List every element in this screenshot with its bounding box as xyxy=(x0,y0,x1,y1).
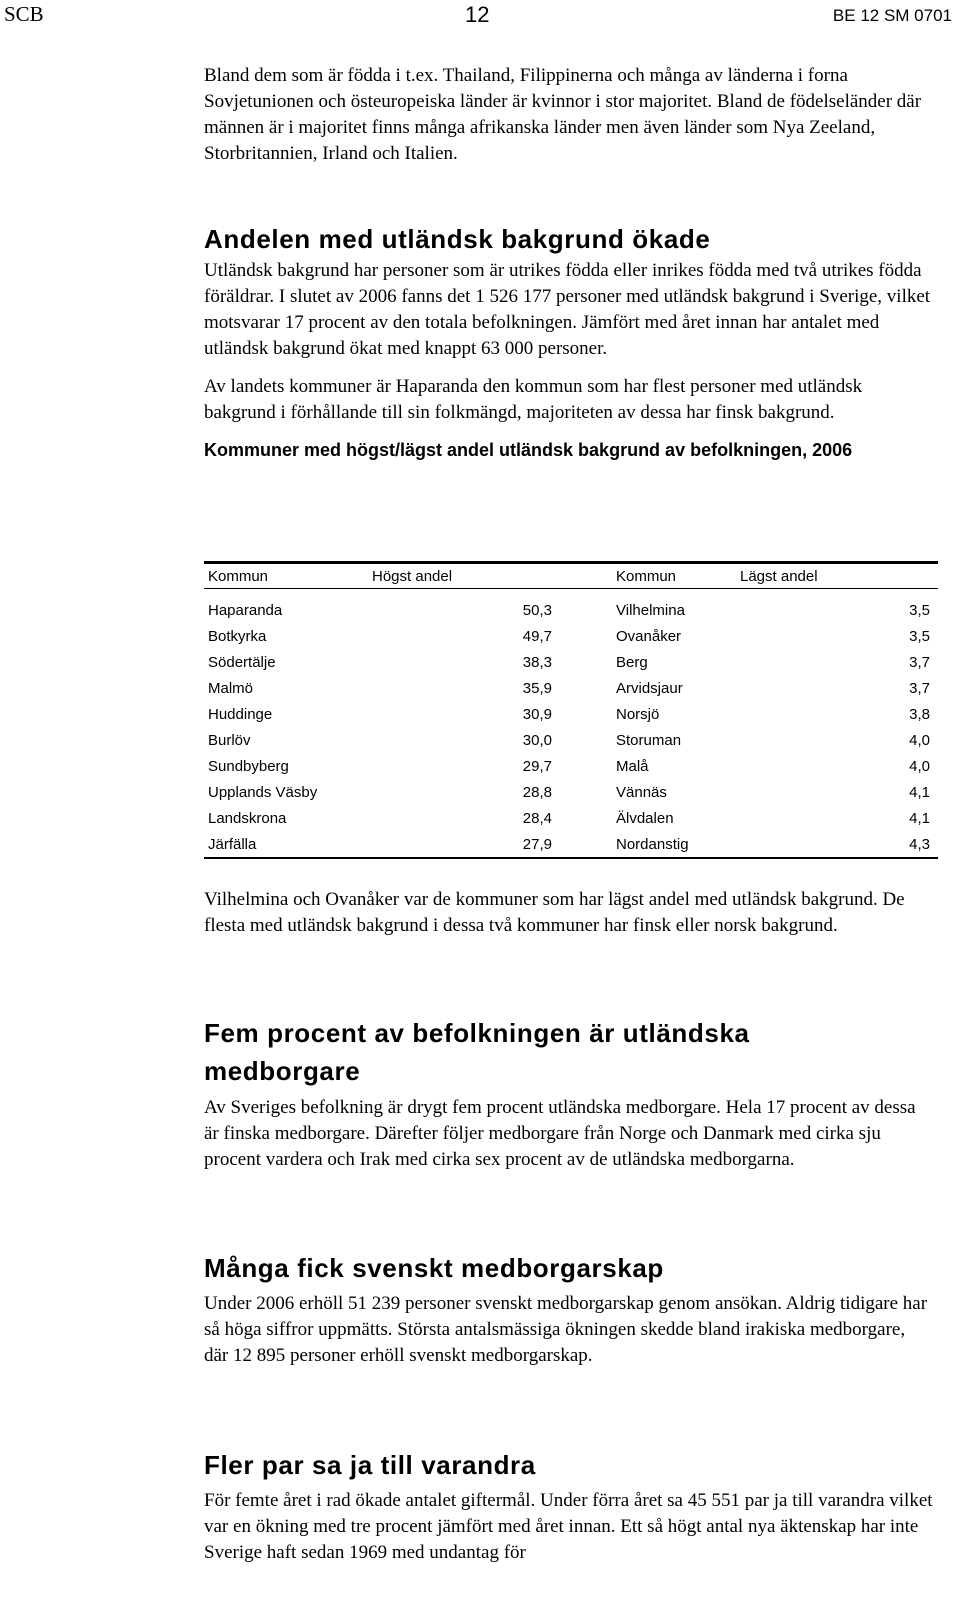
table-row xyxy=(204,753,938,779)
intro-block xyxy=(204,63,934,167)
section-heading: Fem procent av befolkningen är utländska medborgare xyxy=(204,1018,750,1086)
table-row xyxy=(204,701,938,727)
table-header-row xyxy=(204,564,938,588)
table-row xyxy=(204,727,938,753)
section-paragraph: Under 2006 erhöll 51 239 personer svenskt medborgarskap genom ansökan. Aldrig tidigare har så höga siffror uppmätts. Största antalsmässiga ökningen skedde bland irakiska medborgare, där 12 895 personer erhöll svenskt medborgarskap. xyxy=(204,1293,928,1366)
section-utlandsk-bakgrund xyxy=(204,220,934,463)
cell-kommun-hogst: Haparanda xyxy=(208,601,283,619)
cell-hogst-andel: 28,8 xyxy=(522,783,552,801)
section-paragraph: Av Sveriges befolkning är drygt fem procent utländska medborgare. Hela 17 procent av dessa är finska medborgare. Därefter följer medborgare från Norge och Danmark med cirka sju procent vardera och Irak med cirka sex procent av de utländska medborgarna. xyxy=(204,1097,916,1170)
table-bottom-rule xyxy=(204,857,938,859)
section-paragraph: För femte året i rad ökade antalet giftermål. Under förra året sa 45 551 par ja till varandra vilket var en ökning med tre procent jämfört med året innan. Ett så högt antal nya äktenskap har inte Sverige haft sedan 1969 med undantag för xyxy=(204,1490,933,1563)
cell-lagst-andel: 3,8 xyxy=(909,705,930,723)
cell-lagst-andel: 4,1 xyxy=(909,783,930,801)
table-row xyxy=(204,597,938,623)
cell-kommun-lagst: Vilhelmina xyxy=(616,601,685,619)
cell-lagst-andel: 4,3 xyxy=(909,835,930,853)
kommuner-table xyxy=(204,561,938,859)
data-table xyxy=(204,564,938,588)
cell-kommun-hogst: Södertälje xyxy=(208,653,276,671)
table-row xyxy=(204,623,938,649)
cell-hogst-andel: 49,7 xyxy=(522,627,552,645)
cell-hogst-andel: 28,4 xyxy=(522,809,552,827)
intro-paragraph: Bland dem som är födda i t.ex. Thailand, Filippinerna och många av länderna i forna Sovjetunionen och östeuropeiska länder är kvinnor i stor majoritet. Bland de födelseländer där männen är i majoritet finns många afrikanska länder men även länder som Nya Zeeland, Storbritannien, Irland och Italien. xyxy=(204,65,922,164)
after-table-block xyxy=(204,887,934,939)
cell-kommun-hogst: Huddinge xyxy=(208,705,273,723)
table-row xyxy=(204,831,938,857)
cell-kommun-hogst: Botkyrka xyxy=(208,627,267,645)
table-title: Kommuner med högst/lägst andel utländsk bakgrund av befolkningen, 2006 xyxy=(204,440,853,460)
cell-kommun-hogst: Upplands Väsby xyxy=(208,783,318,801)
cell-hogst-andel: 35,9 xyxy=(522,679,552,697)
cell-lagst-andel: 3,7 xyxy=(909,653,930,671)
cell-kommun-lagst: Berg xyxy=(616,653,648,671)
data-table-body xyxy=(204,589,938,857)
section-giftermal xyxy=(204,1446,934,1566)
cell-lagst-andel: 4,0 xyxy=(909,731,930,749)
cell-hogst-andel: 38,3 xyxy=(522,653,552,671)
cell-kommun-hogst: Järfälla xyxy=(208,835,257,853)
section-heading: Fler par sa ja till varandra xyxy=(204,1450,536,1480)
column-header: Kommun xyxy=(616,567,677,585)
column-header: Kommun xyxy=(208,567,269,585)
cell-kommun-hogst: Malmö xyxy=(208,679,254,697)
cell-kommun-lagst: Vännäs xyxy=(616,783,667,801)
header-report-code: BE 12 SM 0701 xyxy=(832,6,952,25)
section-utlandska-medborgare xyxy=(204,1014,854,1090)
cell-lagst-andel: 4,0 xyxy=(909,757,930,775)
section-paragraph: Utländsk bakgrund har personer som är utrikes födda eller inrikes födda med två utrikes födda föräldrar. I slutet av 2006 fanns det 1 526 177 personer med utländsk bakgrund i Sverige, vilket motsvarar 17 procent av den totala befolkningen. Jämfört med året innan har antalet med utländsk bakgrund ökat med knappt 63 000 personer. xyxy=(204,260,931,359)
section-heading: Många fick svenskt medborgarskap xyxy=(204,1253,664,1283)
column-header: Lägst andel xyxy=(740,567,818,585)
cell-kommun-lagst: Nordanstig xyxy=(616,835,689,853)
cell-hogst-andel: 30,0 xyxy=(522,731,552,749)
section-paragraph: Av landets kommuner är Haparanda den kommun som har flest personer med utländsk bakgrund i förhållande till sin folkmängd, majoriteten av dessa har finsk bakgrund. xyxy=(204,376,863,423)
table-row xyxy=(204,805,938,831)
section-medborgarskap xyxy=(204,1249,934,1369)
cell-hogst-andel: 27,9 xyxy=(522,835,552,853)
column-header: Högst andel xyxy=(372,567,453,585)
cell-hogst-andel: 50,3 xyxy=(522,601,552,619)
cell-kommun-lagst: Älvdalen xyxy=(616,809,674,827)
after-table-paragraph: Vilhelmina och Ovanåker var de kommuner som har lägst andel med utländsk bakgrund. De flesta med utländsk bakgrund i dessa två kommuner har finsk eller norsk bakgrund. xyxy=(204,889,905,936)
cell-lagst-andel: 3,7 xyxy=(909,679,930,697)
cell-hogst-andel: 30,9 xyxy=(522,705,552,723)
cell-kommun-lagst: Norsjö xyxy=(616,705,660,723)
cell-kommun-lagst: Malå xyxy=(616,757,649,775)
header-publisher: SCB xyxy=(4,2,44,26)
page-number: 12 xyxy=(465,2,490,27)
cell-kommun-hogst: Sundbyberg xyxy=(208,757,289,775)
section-utlandska-medborgare-body xyxy=(204,1095,934,1173)
cell-kommun-lagst: Arvidsjaur xyxy=(616,679,683,697)
cell-lagst-andel: 3,5 xyxy=(909,627,930,645)
table-row xyxy=(204,649,938,675)
table-row xyxy=(204,779,938,805)
cell-hogst-andel: 29,7 xyxy=(522,757,552,775)
cell-lagst-andel: 3,5 xyxy=(909,601,930,619)
cell-kommun-hogst: Landskrona xyxy=(208,809,287,827)
cell-kommun-lagst: Storuman xyxy=(616,731,682,749)
table-row xyxy=(204,675,938,701)
section-heading: Andelen med utländsk bakgrund ökade xyxy=(204,224,711,254)
cell-lagst-andel: 4,1 xyxy=(909,809,930,827)
cell-kommun-lagst: Ovanåker xyxy=(616,627,682,645)
cell-kommun-hogst: Burlöv xyxy=(208,731,251,749)
